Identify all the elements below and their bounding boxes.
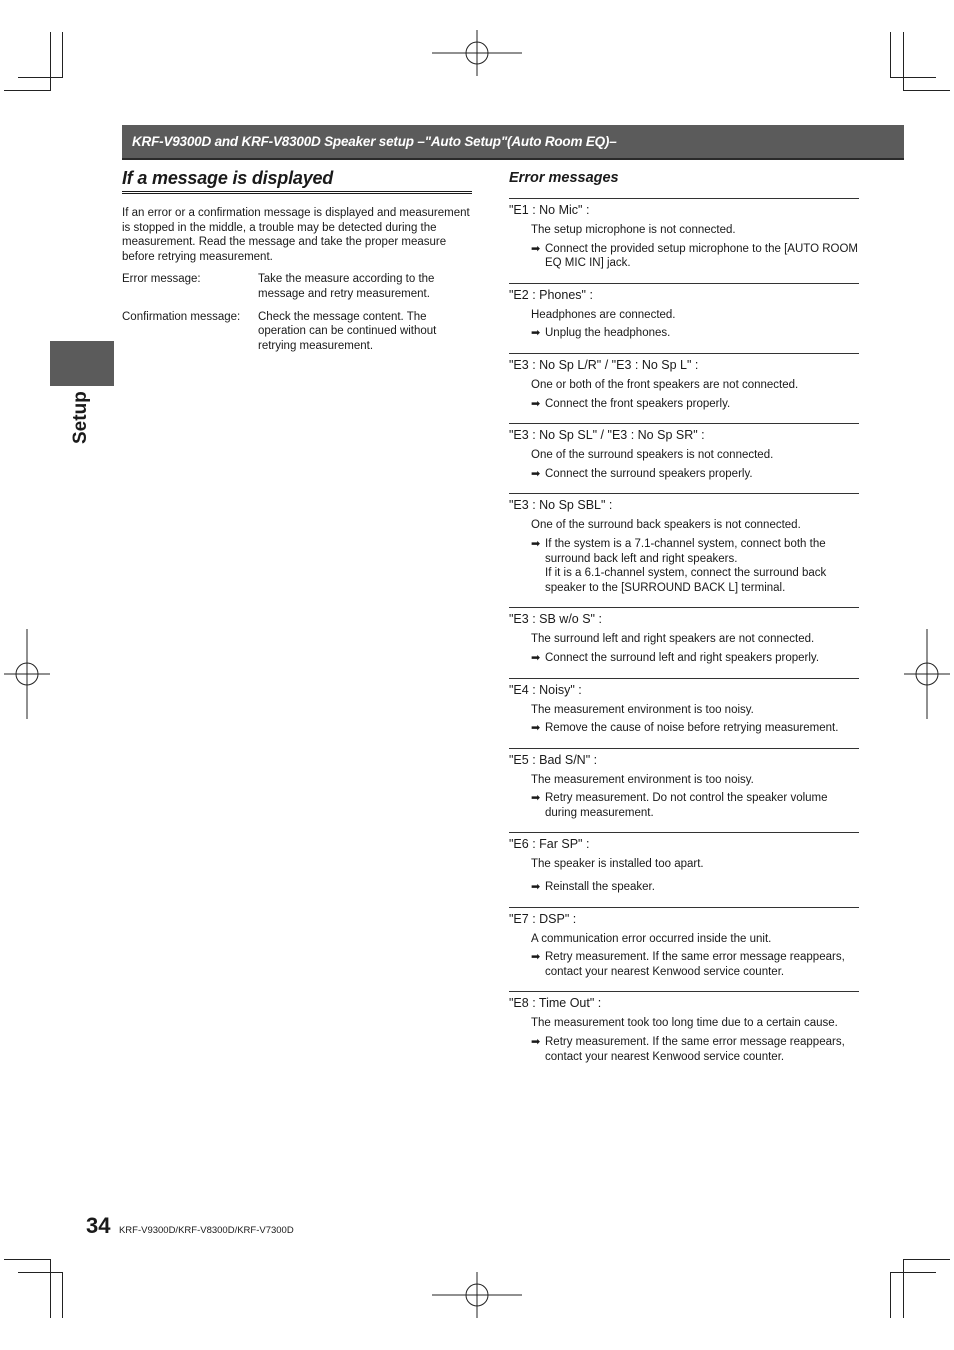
error-code: "E5 : Bad S/N" : bbox=[509, 752, 598, 767]
error-entry bbox=[509, 748, 859, 833]
crop-mark bbox=[890, 32, 891, 77]
crop-mark bbox=[50, 1259, 51, 1318]
error-code: "E3 : No Sp SL" / "E3 : No Sp SR" : bbox=[509, 428, 705, 443]
model-names: KRF-V9300D/KRF-V8300D/KRF-V7300D bbox=[118, 1225, 294, 1236]
error-action-text: Remove the cause of noise before retrying measurement. bbox=[545, 722, 839, 735]
arrow-right-icon: ➡ bbox=[531, 722, 541, 735]
error-code: "E6 : Far SP" : bbox=[509, 837, 590, 852]
error-code: "E3 : SB w/o S" : bbox=[509, 612, 602, 627]
section-title: If a message is displayed bbox=[122, 168, 472, 194]
error-action bbox=[509, 242, 859, 271]
error-action-text: Connect the provided setup microphone to the [AUTO ROOM EQ MIC IN] jack. bbox=[545, 242, 858, 270]
definition-row bbox=[122, 310, 472, 354]
error-desc: The measurement environment is too noisy. bbox=[531, 703, 754, 716]
arrow-right-icon: ➡ bbox=[531, 537, 541, 550]
error-action-text: Retry measurement. If the same error message reappears, contact your nearest Kenwood service counter. bbox=[545, 1036, 845, 1063]
error-desc: The surround left and right speakers are not connected. bbox=[531, 633, 815, 646]
error-code: "E8 : Time Out" : bbox=[509, 996, 602, 1011]
crop-mark bbox=[903, 32, 904, 91]
error-code: "E7 : DSP" : bbox=[509, 911, 577, 926]
arrow-right-icon: ➡ bbox=[531, 651, 541, 664]
error-entry bbox=[509, 678, 859, 748]
error-action bbox=[509, 651, 859, 666]
error-desc: One of the surround back speakers is not connected. bbox=[531, 519, 801, 532]
error-action bbox=[509, 537, 859, 566]
registration-mark bbox=[4, 629, 50, 719]
crop-mark bbox=[903, 1259, 904, 1318]
error-entry bbox=[509, 493, 859, 607]
crop-mark bbox=[18, 1272, 63, 1273]
error-action bbox=[509, 326, 859, 341]
error-code: "E2 : Phones" : bbox=[509, 287, 593, 302]
section-header-title: KRF-V9300D and KRF-V8300D Speaker setup –"Auto Setup"(Auto Room EQ)– bbox=[132, 134, 617, 149]
error-action-text: Unplug the headphones. bbox=[545, 327, 671, 340]
side-tab-label-wrap bbox=[70, 388, 130, 448]
crop-mark bbox=[62, 1272, 63, 1318]
crop-mark bbox=[903, 90, 950, 91]
error-desc: The speaker is installed too apart. bbox=[531, 858, 704, 871]
right-column bbox=[509, 170, 859, 1076]
error-entry bbox=[509, 991, 859, 1076]
error-entry bbox=[509, 353, 859, 423]
error-code: "E3 : No Sp L/R" / "E3 : No Sp L" : bbox=[509, 357, 699, 372]
arrow-right-icon: ➡ bbox=[531, 242, 541, 255]
registration-mark bbox=[432, 30, 522, 76]
error-desc: The setup microphone is not connected. bbox=[531, 224, 736, 236]
error-action-continued: If it is a 6.1-channel system, connect the surround back speaker to the [SURROUND BACK L] terminal. bbox=[545, 567, 827, 594]
error-entry bbox=[509, 198, 859, 283]
error-code: "E3 : No Sp SBL" : bbox=[509, 498, 613, 513]
definition-desc: Check the message content. The operation can be continued without retrying measurement. bbox=[258, 310, 437, 352]
intro-paragraph: If an error or a confirmation message is displayed and measurement is stopped in the middle, a trouble may be detected during the measurement. Read the message and take the proper measure before retrying measurement. bbox=[122, 207, 470, 263]
error-action bbox=[509, 467, 859, 482]
crop-mark bbox=[4, 90, 51, 91]
page-footer bbox=[86, 1213, 294, 1239]
crop-mark bbox=[903, 1259, 950, 1260]
crop-mark bbox=[18, 77, 63, 78]
definition-term: Error message: bbox=[122, 273, 201, 286]
definition-term: Confirmation message: bbox=[122, 310, 241, 323]
error-action-text: Retry measurement. Do not control the speaker volume during measurement. bbox=[545, 792, 828, 819]
error-action bbox=[509, 880, 859, 895]
error-entry bbox=[509, 423, 859, 493]
arrow-right-icon: ➡ bbox=[531, 397, 541, 410]
error-action bbox=[509, 950, 859, 979]
error-desc: The measurement took too long time due to a certain cause. bbox=[531, 1017, 838, 1030]
error-entry bbox=[509, 832, 859, 906]
error-action-text: Connect the surround speakers properly. bbox=[545, 467, 753, 480]
error-action-text: Connect the surround left and right speakers properly. bbox=[545, 651, 820, 664]
error-entry bbox=[509, 283, 859, 353]
error-desc: A communication error occurred inside the unit. bbox=[531, 932, 772, 945]
side-tab bbox=[50, 341, 114, 386]
registration-mark bbox=[904, 629, 950, 719]
definition-desc: Take the measure according to the message and retry measurement. bbox=[258, 273, 435, 300]
error-action bbox=[509, 791, 859, 820]
error-entry bbox=[509, 907, 859, 992]
crop-mark bbox=[62, 32, 63, 77]
error-action bbox=[509, 397, 859, 412]
error-action bbox=[509, 1035, 859, 1064]
arrow-right-icon: ➡ bbox=[531, 951, 541, 964]
crop-mark bbox=[890, 1272, 936, 1273]
error-desc: One of the surround speakers is not connected. bbox=[531, 449, 774, 462]
error-action-text: Retry measurement. If the same error message reappears, contact your nearest Kenwood service counter. bbox=[545, 951, 845, 978]
error-desc: Headphones are connected. bbox=[531, 308, 676, 321]
definition-row bbox=[122, 272, 472, 301]
error-action bbox=[509, 721, 859, 736]
error-desc: One or both of the front speakers are not connected. bbox=[531, 378, 799, 391]
crop-mark bbox=[50, 32, 51, 91]
error-action-text: Connect the front speakers properly. bbox=[545, 397, 731, 410]
left-column bbox=[122, 168, 472, 353]
crop-mark bbox=[4, 1259, 51, 1260]
arrow-right-icon: ➡ bbox=[531, 881, 541, 894]
section-header-bar bbox=[122, 125, 904, 160]
error-entry bbox=[509, 607, 859, 677]
error-code: "E4 : Noisy" : bbox=[509, 682, 582, 697]
crop-mark bbox=[890, 1272, 891, 1318]
error-action-text: If the system is a 7.1-channel system, connect both the surround back left and right speakers. bbox=[545, 537, 826, 565]
arrow-right-icon: ➡ bbox=[531, 327, 541, 340]
registration-mark bbox=[432, 1272, 522, 1318]
arrow-right-icon: ➡ bbox=[531, 792, 541, 805]
arrow-right-icon: ➡ bbox=[531, 1036, 541, 1049]
crop-mark bbox=[890, 77, 936, 78]
error-desc: The measurement environment is too noisy. bbox=[531, 773, 754, 786]
error-messages-title: Error messages bbox=[509, 170, 619, 186]
error-code: "E1 : No Mic" : bbox=[509, 203, 590, 217]
error-action-text: Reinstall the speaker. bbox=[545, 881, 655, 894]
page-number: 34 bbox=[86, 1213, 111, 1238]
side-tab-label: Setup bbox=[70, 391, 91, 444]
arrow-right-icon: ➡ bbox=[531, 467, 541, 480]
